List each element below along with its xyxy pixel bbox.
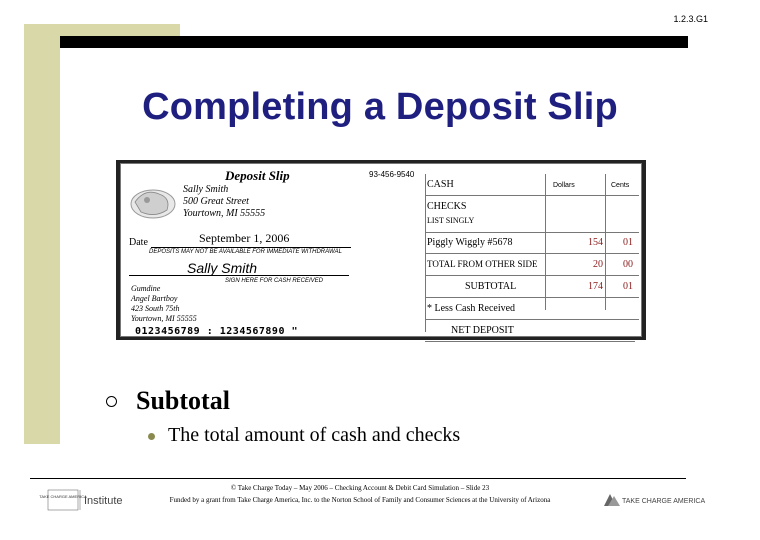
row-label: SUBTOTAL (465, 281, 517, 292)
dot-bullet-icon (148, 433, 155, 440)
deposit-slip (120, 163, 642, 337)
logo-left-text2: Institute (84, 495, 123, 507)
table-row (425, 298, 639, 320)
bank-street: 423 South 75th (131, 304, 180, 313)
row-label: CHECKS (427, 201, 467, 212)
row-cents: 01 (623, 237, 633, 248)
footer-text (140, 482, 580, 506)
deposit-slip-title: Deposit Slip (225, 168, 290, 183)
bullet-sub-text: The total amount of cash and checks (168, 424, 461, 446)
bank-name: Gumdine (131, 284, 161, 293)
footer-funding: Funded by a grant from Take Charge America, Inc. to the Norton School of Family and Consumer Sciences at the University of Arizona (169, 496, 551, 504)
row-label: * Less Cash Received (427, 303, 516, 314)
row-cents: 01 (623, 281, 633, 292)
table-row (425, 174, 639, 196)
routing-number: 93-456-9540 (369, 170, 415, 179)
bullet-main-text: Subtotal (136, 386, 230, 415)
hollow-bullet-icon (106, 396, 117, 407)
date-value: September 1, 2006 (199, 231, 290, 245)
account-holder-address (183, 184, 265, 220)
table-row (425, 276, 639, 298)
withdrawal-notice: DEPOSITS MAY NOT BE AVAILABLE FOR IMMEDIATE WITHDRAWAL (149, 249, 342, 255)
holder-city: Yourtown, MI 55555 (183, 208, 266, 219)
date-label: Date (129, 237, 148, 248)
row-label: Piggly Wiggly #5678 (427, 237, 513, 248)
logo-left-text: TAKE CHARGE AMERICA (39, 494, 87, 499)
bank-address (131, 284, 197, 324)
take-charge-america-logo-icon (602, 492, 706, 508)
top-accent-block (60, 24, 180, 36)
signature: Sally Smith (187, 260, 258, 276)
slide-number: 1.2.3.G1 (673, 14, 708, 24)
slide-title: Completing a Deposit Slip (142, 86, 618, 128)
row-label: NET DEPOSIT (451, 325, 514, 336)
table-row (425, 254, 639, 276)
holder-name: Sally Smith (183, 184, 229, 195)
footer-copyright: © Take Charge Today – May 2006 – Checking Account & Debit Card Simulation – Slide 23 (230, 484, 490, 492)
cents-header: Cents (611, 182, 630, 189)
take-charge-america-institute-logo-icon (34, 486, 142, 514)
row-label: LIST SINGLY (427, 216, 475, 225)
top-rule (60, 36, 688, 48)
row-cents: 00 (623, 259, 633, 270)
logo-right-text: TAKE CHARGE AMERICA (622, 498, 706, 505)
holder-street: 500 Great Street (183, 196, 249, 207)
signature-line (129, 275, 349, 276)
row-dollars: 154 (588, 237, 603, 248)
table-row (425, 320, 635, 342)
row-label: CASH (427, 179, 454, 190)
bank-line2: Angel Bartboy (131, 294, 178, 303)
signature-note: SIGN HERE FOR CASH RECEIVED (225, 278, 324, 284)
bank-city: Yourtown, MI 55555 (131, 314, 197, 323)
row-label: TOTAL FROM OTHER SIDE (427, 259, 538, 269)
date-line (151, 247, 351, 248)
row-dollars: 20 (593, 259, 603, 270)
micr-line: 0123456789 : 1234567890 " (135, 326, 299, 337)
table-row (425, 232, 639, 254)
row-dollars: 174 (588, 281, 603, 292)
footer-rule (30, 478, 686, 479)
table-row (425, 211, 639, 233)
dollars-header: Dollars (553, 182, 575, 189)
bank-logo-icon (125, 182, 181, 222)
